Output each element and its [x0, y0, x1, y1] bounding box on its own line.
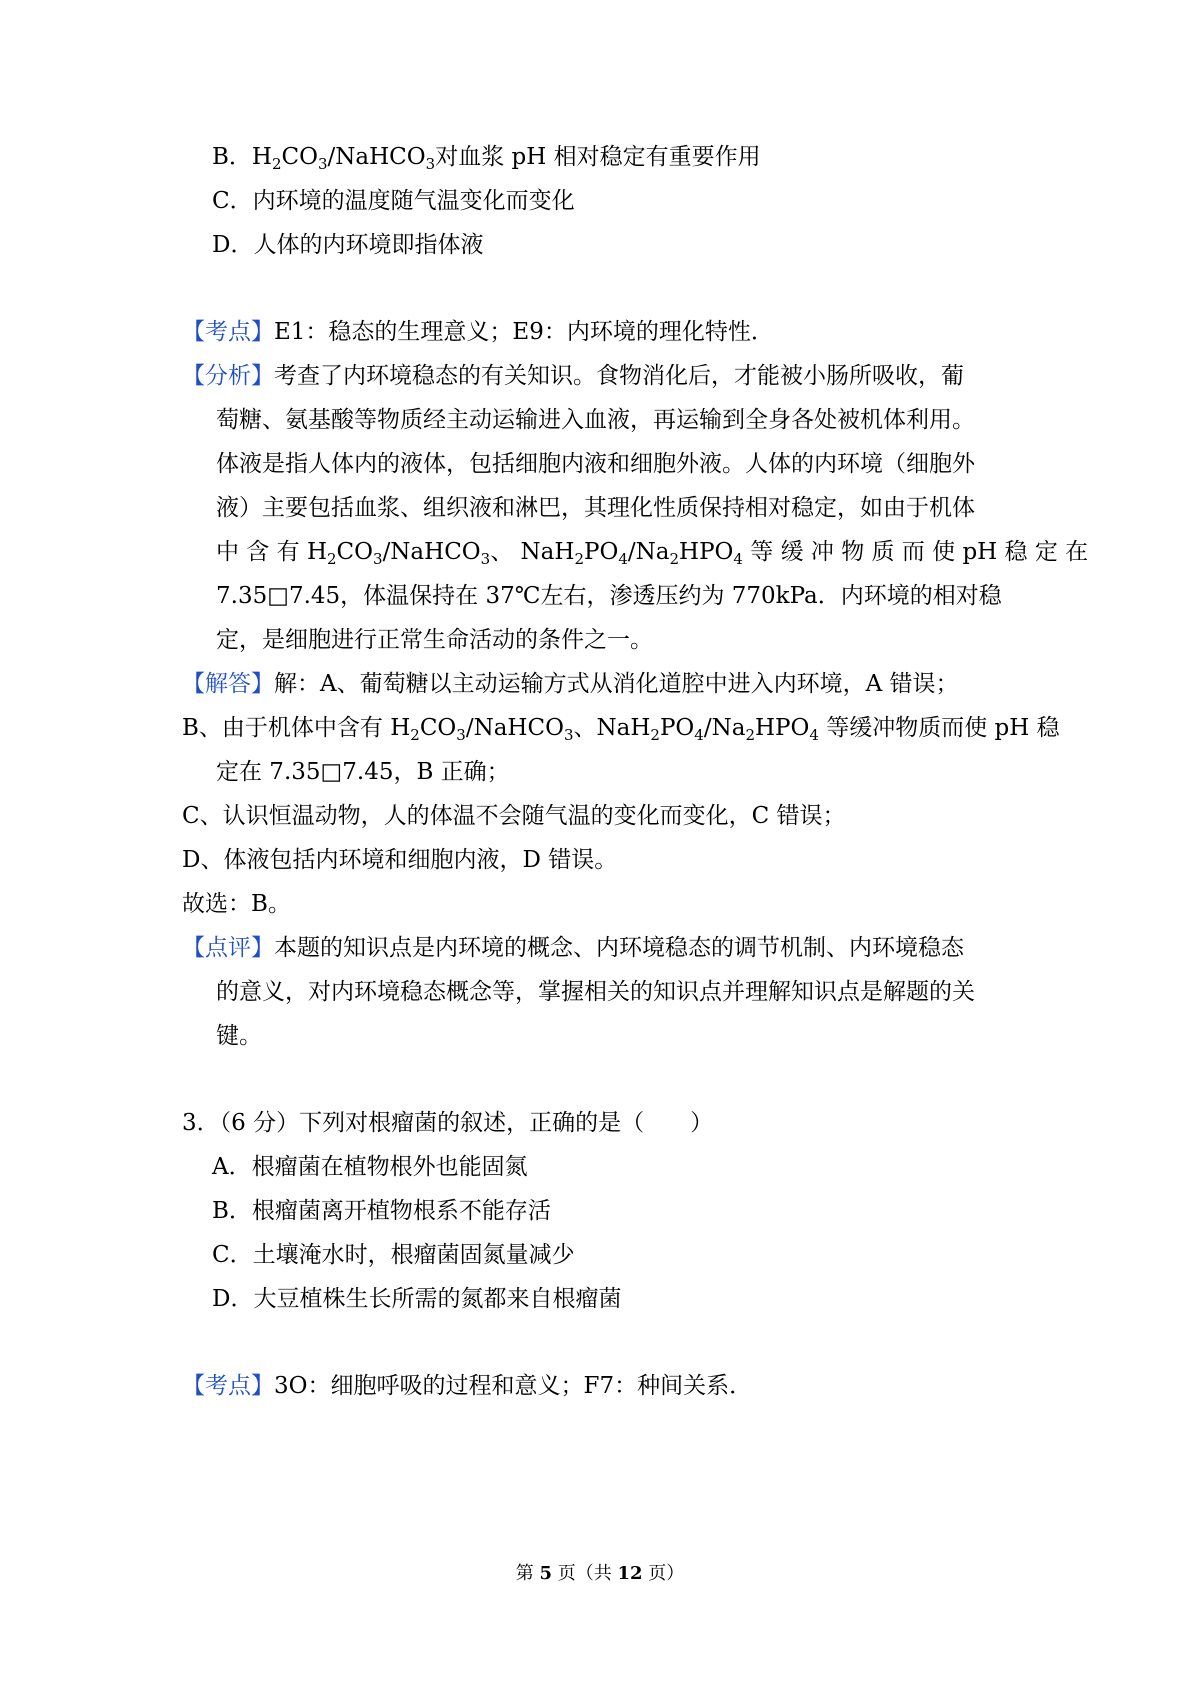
fenxi-line-1: 【分析】考查了内环境稳态的有关知识。食物消化后，才能被小肠所吸收，葡 [182, 363, 964, 389]
fenxi-line-7: 定，是细胞进行正常生命活动的条件之一。 [216, 627, 653, 653]
total-pages: 12 [617, 1563, 643, 1584]
formula-text: /Na [627, 539, 670, 565]
dianping-tag: 【点评】 [182, 935, 274, 961]
formula-nah2po4-na2hpo4 [596, 715, 819, 744]
formula-subscript: 3 [425, 155, 436, 173]
formula-text: /NaHCO [327, 144, 426, 170]
page-footer: 第 5 页（共 12 页） [515, 1563, 685, 1584]
formula-subscript: 2 [745, 726, 755, 744]
jieda-line-3: 定在 7.35□7.45，B 正确； [216, 759, 510, 785]
formula-text: NaH [596, 715, 651, 741]
formula-text: CO [336, 539, 374, 565]
formula-subscript: 2 [650, 726, 660, 744]
fenxi-tag: 【分析】 [182, 363, 274, 389]
jieda-line-2: B、由于机体中含有 $H_2CO_3/NaHCO_3$、$NaH_2PO_4/Na_2HPO_4$ 等缓冲物质而使 pH 稳 [182, 715, 1060, 744]
formula-text: PO [583, 539, 619, 565]
formula-text: CO [281, 144, 318, 170]
formula-text: CO [419, 715, 457, 741]
formula-subscript: 3 [456, 726, 466, 744]
formula-text: HPO [679, 539, 734, 565]
fenxi-line-2: 萄糖、氨基酸等物质经主动运输进入血液，再运输到全身各处被机体利用。 [216, 407, 975, 433]
page-number: 5 [539, 1563, 552, 1584]
formula-subscript: 3 [317, 155, 328, 173]
q3-option-d: D．大豆植株生长所需的氮都来自根瘤菌 [212, 1286, 622, 1312]
kaodian: 【考点】E1：稳态的生理意义；E9：内环境的理化特性． [182, 319, 774, 345]
formula-h2co3-nahco3 [306, 539, 491, 568]
formula-subscript: 4 [733, 550, 743, 568]
formula-text: H [251, 144, 272, 170]
jieda-tag: 【解答】 [182, 671, 274, 697]
dianping-line-3: 键。 [216, 1023, 262, 1049]
formula-subscript: 2 [574, 550, 584, 568]
dianping-line-1: 【点评】本题的知识点是内环境的概念、内环境稳态的调节机制、内环境稳态 [182, 935, 964, 961]
option-c: C．内环境的温度随气温变化而变化 [212, 188, 575, 214]
formula-text: /NaHCO [382, 539, 481, 565]
q3-stem: 3．（6 分）下列对根瘤菌的叙述，正确的是（ ） [182, 1110, 714, 1136]
q3-option-c: C．土壤淹水时，根瘤菌固氮量减少 [212, 1242, 575, 1268]
formula-subscript: 2 [669, 550, 680, 568]
q3-kaodian-tag: 【考点】 [182, 1373, 274, 1399]
formula-subscript: 4 [809, 726, 819, 744]
formula-subscript: 4 [694, 726, 704, 744]
formula-text: PO [659, 715, 695, 741]
formula-text: NaH [520, 539, 575, 565]
formula-subscript: 3 [480, 550, 491, 568]
formula-subscript: 2 [271, 155, 282, 173]
formula-subscript: 3 [563, 726, 574, 744]
option-d: D．人体的内环境即指体液 [212, 232, 484, 258]
formula-text: /Na [703, 715, 746, 741]
formula-subscript: 2 [410, 726, 420, 744]
formula-h2co3-nahco3 [390, 715, 574, 744]
jieda-line-6: 故选：B。 [182, 891, 291, 917]
kaodian-tag: 【考点】 [182, 319, 274, 345]
formula-text: /NaHCO [465, 715, 564, 741]
jieda-line-4: C、认识恒温动物，人的体温不会随气温的变化而变化，C 错误； [182, 803, 846, 829]
formula-h2co3-nahco3 [251, 144, 436, 173]
formula-subscript: 2 [327, 550, 337, 568]
dianping-line-2: 的意义，对内环境稳态概念等，掌握相关的知识点并理解知识点是解题的关 [216, 979, 975, 1005]
jieda-line-1: 【解答】解：A、葡萄糖以主动运输方式从消化道腔中进入内环境，A 错误； [182, 671, 959, 697]
q3-option-b: B．根瘤菌离开植物根系不能存活 [212, 1198, 551, 1224]
formula-subscript: 4 [618, 550, 628, 568]
formula-text: HPO [754, 715, 810, 741]
fenxi-line-3: 体液是指人体内的液体，包括细胞内液和细胞外液。人体的内环境（细胞外 [216, 451, 975, 477]
formula-nah2po4-na2hpo4 [520, 539, 743, 568]
formula-text: H [306, 539, 327, 565]
fenxi-line-6: 7.35□7.45，体温保持在 37℃左右，渗透压约为 770kPa．内环境的相对稳 [216, 583, 1002, 609]
fenxi-line-4: 液）主要包括血浆、组织液和淋巴，其理化性质保持相对稳定，如由于机体 [216, 495, 975, 521]
jieda-line-5: D、体液包括内环境和细胞内液，D 错误。 [182, 847, 618, 873]
fenxi-line-5: 中 含 有 $H_2CO_3/NaHCO_3$、 $NaH_2PO_4/Na_2HPO_4$ 等 缓 冲 物 质 而 使 pH 稳 定 在 [216, 539, 1089, 568]
q3-kaodian: 【考点】3O：细胞呼吸的过程和意义；F7：种间关系． [182, 1373, 753, 1399]
q3-option-a: A．根瘤菌在植物根外也能固氮 [212, 1154, 528, 1180]
formula-subscript: 3 [373, 550, 383, 568]
formula-text: H [390, 715, 411, 741]
option-b: B．$H_2CO_3/NaHCO_3$对血浆 pH 相对稳定有重要作用 [212, 144, 761, 173]
